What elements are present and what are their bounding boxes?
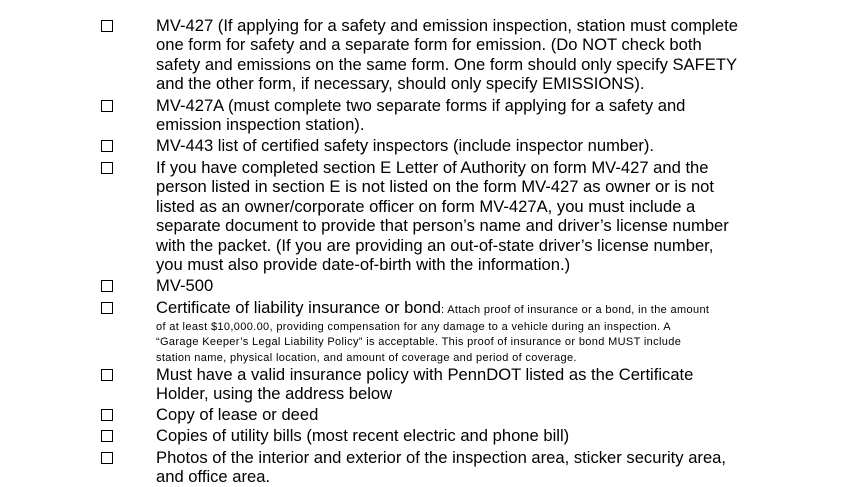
checkbox-penndot-insurance[interactable] (101, 369, 113, 381)
item-heading: Certificate of liability insurance or bond (156, 298, 442, 317)
item-text: MV-443 list of certified safety inspectors (include inspector number). (156, 136, 655, 155)
checkbox-liability-insurance[interactable] (101, 302, 113, 314)
checkbox-mv500[interactable] (101, 280, 113, 292)
item-text: Photos of the interior and exterior of the inspection area, sticker security area, and office area. (156, 448, 727, 487)
checkbox-photos[interactable] (101, 452, 113, 464)
item-detail: of at least $10,000.00, providing compensation for any damage to a vehicle during an inspection. A “Garage Keeper’s Legal Liability Policy” is acceptable. This proof of insurance or bond MUST include station name, physical location, and amount of coverage and period of coverage. (156, 321, 682, 364)
checkbox-letter-of-authority[interactable] (101, 162, 113, 174)
item-text: MV-427A (must complete two separate forms if applying for a safety and emission inspection station). (156, 96, 686, 135)
item-text: MV-427 (If applying for a safety and emission inspection, station must complete one form for safety and a separate form for emission. (Do NOT check both safety and emissions on the same form. One form should only specify SAFETY and the other form, if necessary, should only specify EMISSIONS). (156, 16, 738, 94)
item-text: If you have completed section E Letter of Authority on form MV-427 and the person listed in section E is not listed on the form MV-427 as owner or is not listed as an owner/corporate officer on form MV-427A, you must include a separate document to provide that person’s name and driver’s license number with the packet. (If you are providing an out-of-state driver’s license number, you must also provide date-of-birth with the information.) (156, 158, 729, 275)
checkbox-utility-bills[interactable] (101, 430, 113, 442)
checkbox-mv443[interactable] (101, 140, 113, 152)
item-text: MV-500 (156, 276, 214, 295)
checkbox-mv427a[interactable] (101, 100, 113, 112)
item-text: Must have a valid insurance policy with PennDOT listed as the Certificate Holder, using the address below (156, 365, 694, 404)
item-text (156, 298, 756, 320)
item-text: Copies of utility bills (most recent electric and phone bill) (156, 426, 570, 445)
item-heading-tail: : Attach proof of insurance or a bond, in the amount (441, 304, 710, 316)
checkbox-mv427[interactable] (101, 20, 113, 32)
checkbox-lease-or-deed[interactable] (101, 409, 113, 421)
item-text: Copy of lease or deed (156, 405, 319, 424)
